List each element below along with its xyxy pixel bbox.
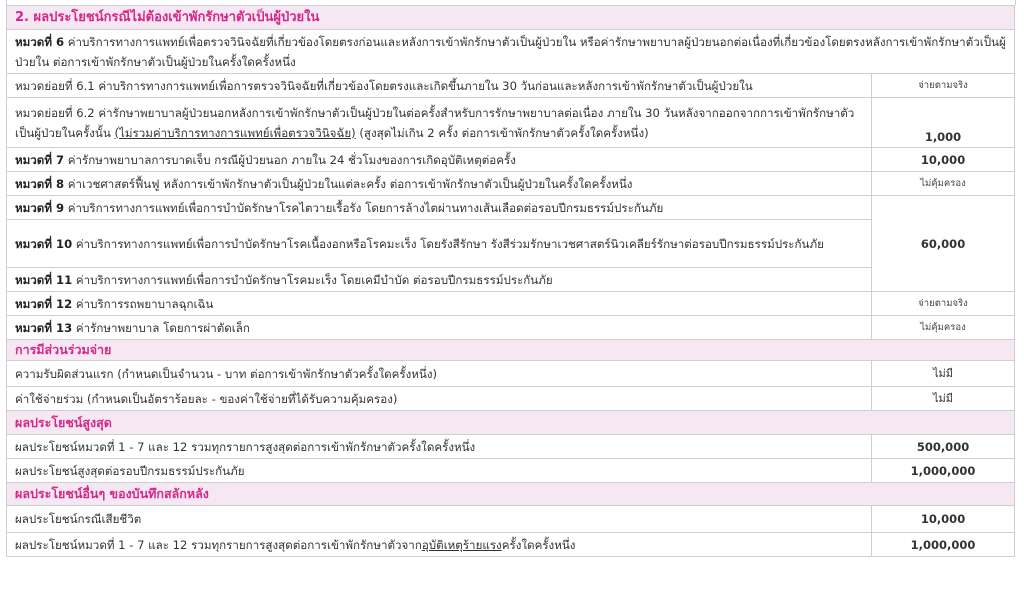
row-text: ผลประโยชน์หมวดที่ 1 - 7 และ 12 รวมทุกรายการสูงสุดต่อการเข้าพักรักษาตัวครั้งใดครั้งหนึ่ง bbox=[7, 435, 872, 459]
row-value: ไม่มี bbox=[872, 387, 1015, 411]
table-row bbox=[7, 316, 1015, 340]
row-text bbox=[7, 533, 872, 557]
underlined-text: (ไม่รวมค่าบริการทางการแพทย์เพื่อตรวจวินิจฉัย) bbox=[114, 125, 356, 140]
row-value: จ่ายตามจริง bbox=[872, 292, 1015, 316]
row-text-part: (สูงสุดไม่เกิน 2 ครั้ง ต่อการเข้าพักรักษาตัวครั้งใดครั้งหนึ่ง) bbox=[355, 125, 649, 140]
category-text: ค่าบริการทางการแพทย์เพื่อการบำบัดรักษาโรคไตวายเรื้อรัง โดยการล้างไตผ่านทางเส้นเลือดต่อรอบปีกรมธรรม์ประกันภัย bbox=[64, 200, 664, 215]
category-key: หมวดที่ 12 bbox=[15, 296, 73, 311]
table-row bbox=[7, 361, 1015, 387]
row-text-part: ผลประโยชน์หมวดที่ 1 - 7 และ 12 รวมทุกรายการสูงสุดต่อการเข้าพักรักษาตัวจาก bbox=[15, 537, 422, 552]
table-row bbox=[7, 459, 1015, 483]
category-key: หมวดที่ 10 bbox=[15, 236, 73, 251]
category-key: หมวดที่ 6 bbox=[15, 34, 65, 49]
table-row bbox=[7, 172, 1015, 196]
row-value: ไม่คุ้มครอง bbox=[872, 172, 1015, 196]
row-value: 500,000 bbox=[872, 435, 1015, 459]
row-text: หมวดย่อยที่ 6.1 ค่าบริการทางการแพทย์เพื่อการตรวจวินิจฉัยที่เกี่ยวข้องโดยตรงและเกิดขึ้นภายใน 30 วันก่อนและหลังการเข้าพักรักษาตัวเป็นผู้ป่วยใน bbox=[7, 74, 872, 98]
table-row bbox=[7, 74, 1015, 98]
row-value: ไม่คุ้มครอง bbox=[872, 316, 1015, 340]
category-text: ค่าบริการทางการแพทย์เพื่อตรวจวินิจฉัยที่เกี่ยวข้องโดยตรงก่อนและหลังการเข้าพักรักษาตัวเป็นผู้ป่วยใน หรือค่ารักษาพยาบาลผู้ป่วยนอกต่อเนื่องที่เกี่ยวข้องโดยตรงหลังการเข้าพักรักษาตัวเป็นผู้ป่วยใน ต่อการเข้าพักรักษาตัวเป็นผู้ป่วยในครั้งใดครั้งหนึ่ง bbox=[15, 34, 1006, 69]
row-value: 1,000 bbox=[872, 98, 1015, 148]
category-key: หมวดที่ 13 bbox=[15, 320, 73, 335]
category-text: ค่าบริการรถพยาบาลฉุกเฉิน bbox=[72, 296, 214, 311]
row-value: จ่ายตามจริง bbox=[872, 74, 1015, 98]
table-row bbox=[7, 220, 1015, 268]
row-value: 10,000 bbox=[872, 506, 1015, 533]
section-header-other bbox=[7, 483, 1015, 506]
category-text: ค่าบริการทางการแพทย์เพื่อการบำบัดรักษาโรคเนื้องอกหรือโรคมะเร็ง โดยรังสีรักษา รังสีร่วมรักษาเวชศาสตร์นิวเคลียร์รักษาต่อรอบปีกรมธรรม์ประกันภัย bbox=[72, 236, 824, 251]
row-value: ไม่มี bbox=[872, 361, 1015, 387]
section-title: ผลประโยชน์สูงสุด bbox=[7, 411, 1015, 435]
table-row bbox=[7, 30, 1015, 74]
table-row bbox=[7, 506, 1015, 533]
row-text: ผลประโยชน์สูงสุดต่อรอบปีกรมธรรม์ประกันภัย bbox=[7, 459, 872, 483]
table-row bbox=[7, 98, 1015, 148]
row-text bbox=[7, 148, 872, 172]
underlined-text: อุบัติเหตุร้ายแรง bbox=[421, 537, 502, 552]
row-text bbox=[7, 98, 872, 148]
table-row bbox=[7, 148, 1015, 172]
table-row bbox=[7, 435, 1015, 459]
row-text-part: หมวดย่อยที่ 6.2 ค่ารักษาพยาบาลผู้ป่วยนอกหลังการเข้าพักรักษาตัวเป็นผู้ป่วยในต่อครั้งสำหรับการรักษาพยาบาลต่อเนื่อง ภายใน 30 วันหลังจากออกจากการเข้าพักรักษาตัวเป็นผู้ป่วยในครั้งนั้น bbox=[15, 105, 855, 140]
row-text bbox=[7, 268, 872, 292]
category-text: ค่าบริการทางการแพทย์เพื่อการบำบัดรักษาโรคมะเร็ง โดยเคมีบำบัด ต่อรอบปีกรมธรรม์ประกันภัย bbox=[72, 272, 553, 287]
category-key: หมวดที่ 9 bbox=[15, 200, 65, 215]
row-value: 60,000 bbox=[872, 196, 1015, 292]
category-text: ค่ารักษาพยาบาล โดยการผ่าตัดเล็ก bbox=[72, 320, 250, 335]
section-title: การมีส่วนร่วมจ่าย bbox=[7, 340, 1015, 361]
section-title: 2. ผลประโยชน์กรณีไม่ต้องเข้าพักรักษาตัวเป็นผู้ป่วยใน bbox=[7, 6, 1015, 30]
row-value: 1,000,000 bbox=[872, 459, 1015, 483]
section-header-max bbox=[7, 411, 1015, 435]
row-text bbox=[7, 172, 872, 196]
table-row bbox=[7, 268, 1015, 292]
category-key: หมวดที่ 8 bbox=[15, 176, 65, 191]
table-row bbox=[7, 292, 1015, 316]
benefits-table bbox=[6, 5, 1015, 557]
section-header-outpatient bbox=[7, 6, 1015, 30]
row-text: ความรับผิดส่วนแรก (กำหนดเป็นจำนวน - บาท ต่อการเข้าพักรักษาตัวครั้งใดครั้งหนึ่ง) bbox=[7, 361, 872, 387]
row-value: 1,000,000 bbox=[872, 533, 1015, 557]
row-text bbox=[7, 30, 1015, 74]
section-title: ผลประโยชน์อื่นๆ ของบันทึกสลักหลัง bbox=[7, 483, 1015, 506]
table-row bbox=[7, 196, 1015, 220]
row-text bbox=[7, 292, 872, 316]
category-text: ค่าเวชศาสตร์ฟื้นฟู หลังการเข้าพักรักษาตัวเป็นผู้ป่วยในแต่ละครั้ง ต่อการเข้าพักรักษาตัวเป็นผู้ป่วยในครั้งใดครั้งหนึ่ง bbox=[64, 176, 633, 191]
category-text: ค่ารักษาพยาบาลการบาดเจ็บ กรณีผู้ป่วยนอก ภายใน 24 ชั่วโมงของการเกิดอุบัติเหตุต่อครั้ง bbox=[64, 152, 516, 167]
row-text bbox=[7, 220, 872, 268]
section-header-copay bbox=[7, 340, 1015, 361]
category-key: หมวดที่ 11 bbox=[15, 272, 73, 287]
row-text-part: ครั้งใดครั้งหนึ่ง bbox=[501, 537, 576, 552]
table-row bbox=[7, 387, 1015, 411]
row-text bbox=[7, 196, 872, 220]
row-text: ผลประโยชน์กรณีเสียชีวิต bbox=[7, 506, 872, 533]
table-row bbox=[7, 533, 1015, 557]
row-text bbox=[7, 316, 872, 340]
category-key: หมวดที่ 7 bbox=[15, 152, 65, 167]
row-value: 10,000 bbox=[872, 148, 1015, 172]
row-text: ค่าใช้จ่ายร่วม (กำหนดเป็นอัตราร้อยละ - ของค่าใช้จ่ายที่ได้รับความคุ้มครอง) bbox=[7, 387, 872, 411]
